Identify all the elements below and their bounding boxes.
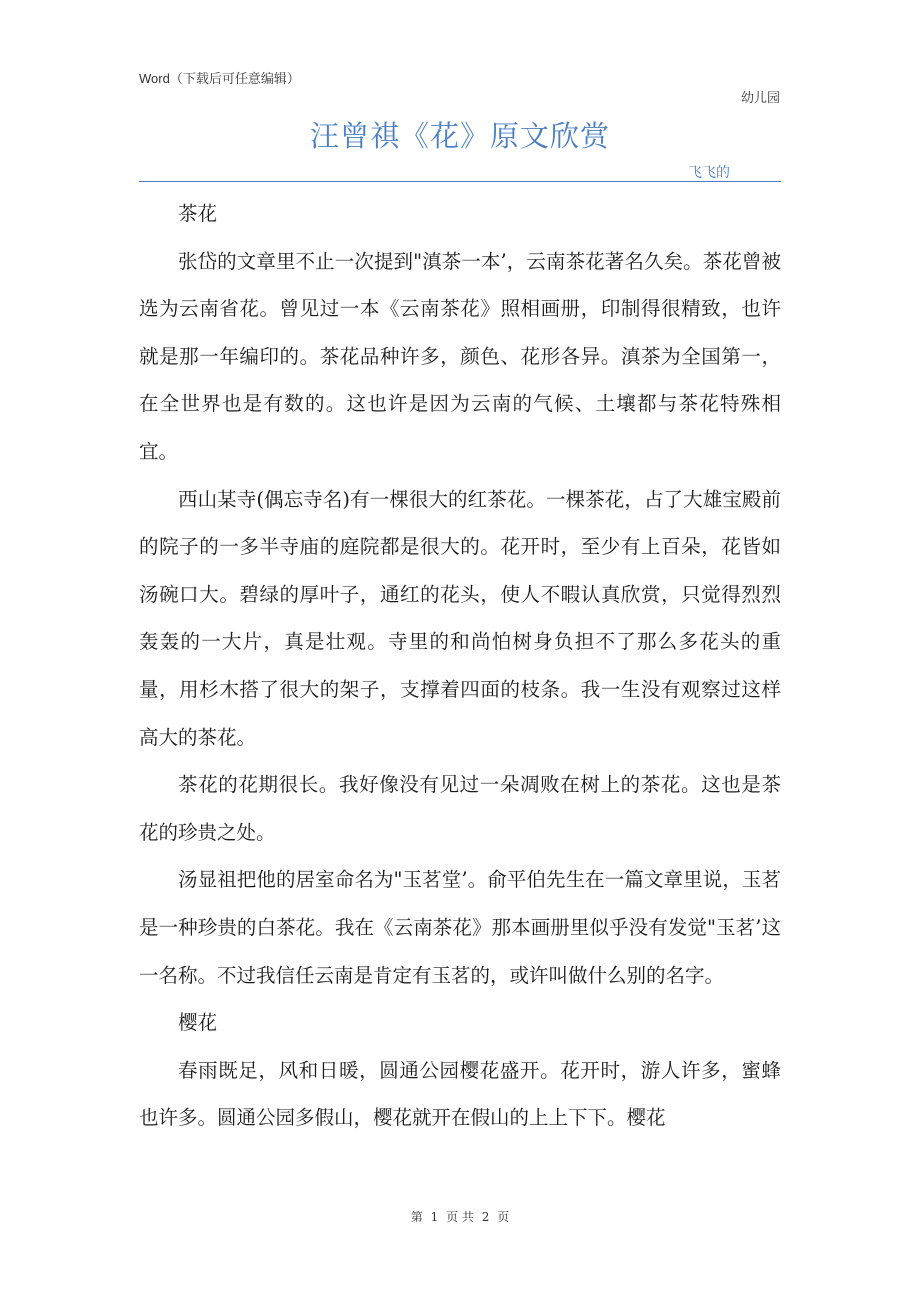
- body-paragraph: 汤显祖把他的居室命名为"玉茗堂’。俞平伯先生在一篇文章里说，玉茗是一种珍贵的白茶花。我在《云南茶花》那本画册里似乎没有发觉"玉茗’这一名称。不过我信任云南是肯定有玉茗的，或许叫做什么别的名字。: [139, 868, 781, 987]
- document-body: [139, 190, 781, 1142]
- document-title: 汪曾祺《花》原文欣赏: [309, 119, 610, 153]
- footer-middle: 页 共: [446, 1210, 474, 1224]
- title-divider: [139, 181, 781, 182]
- footer-page-number: 1: [430, 1210, 439, 1224]
- page-footer: [0, 1208, 920, 1225]
- footer-suffix: 页: [497, 1210, 510, 1224]
- body-paragraph: 茶花的花期很长。我好像没有见过一朵凋败在树上的茶花。这也是茶花的珍贵之处。: [139, 773, 781, 844]
- footer-total-pages: 2: [481, 1210, 490, 1224]
- body-paragraph: 西山某寺(偶忘寺名)有一棵很大的红茶花。一棵茶花，占了大雄宝殿前的院子的一多半寺庙的庭院都是很大的。花开时，至少有上百朵，花皆如汤碗口大。碧绿的厚叶子，通红的花头，使人不暇认真欣赏，只觉得烈烈轰轰的一大片，真是壮观。寺里的和尚怕树身负担不了那么多花头的重量，用杉木搭了很大的架子，支撑着四面的枝条。我一生没有观察过这样高大的茶花。: [139, 487, 781, 749]
- header-left-note: Word（下载后可任意编辑）: [139, 71, 300, 86]
- document-author: 飞飞的: [688, 165, 730, 181]
- footer-prefix: 第: [410, 1210, 423, 1224]
- section-heading-camellia: 茶花: [178, 202, 218, 225]
- body-paragraph: 春雨既足，风和日暖，圆通公园樱花盛开。花开时，游人许多，蜜蜂也许多。圆通公园多假山，樱花就开在假山的上上下下。樱花: [139, 1058, 781, 1130]
- body-paragraph: 张岱的文章里不止一次提到"滇茶一本’，云南茶花著名久矣。茶花曾被选为云南省花。曾见过一本《云南茶花》照相画册，印制得很精致，也许就是那一年编印的。茶花品种许多，颜色、花形各异。滇茶为全国第一，在全世界也是有数的。这也许是因为云南的气候、土壤都与茶花特殊相宜。: [139, 249, 781, 463]
- header-right-category: 幼儿园: [740, 91, 780, 106]
- section-heading-cherry-blossom: 樱花: [178, 1011, 218, 1035]
